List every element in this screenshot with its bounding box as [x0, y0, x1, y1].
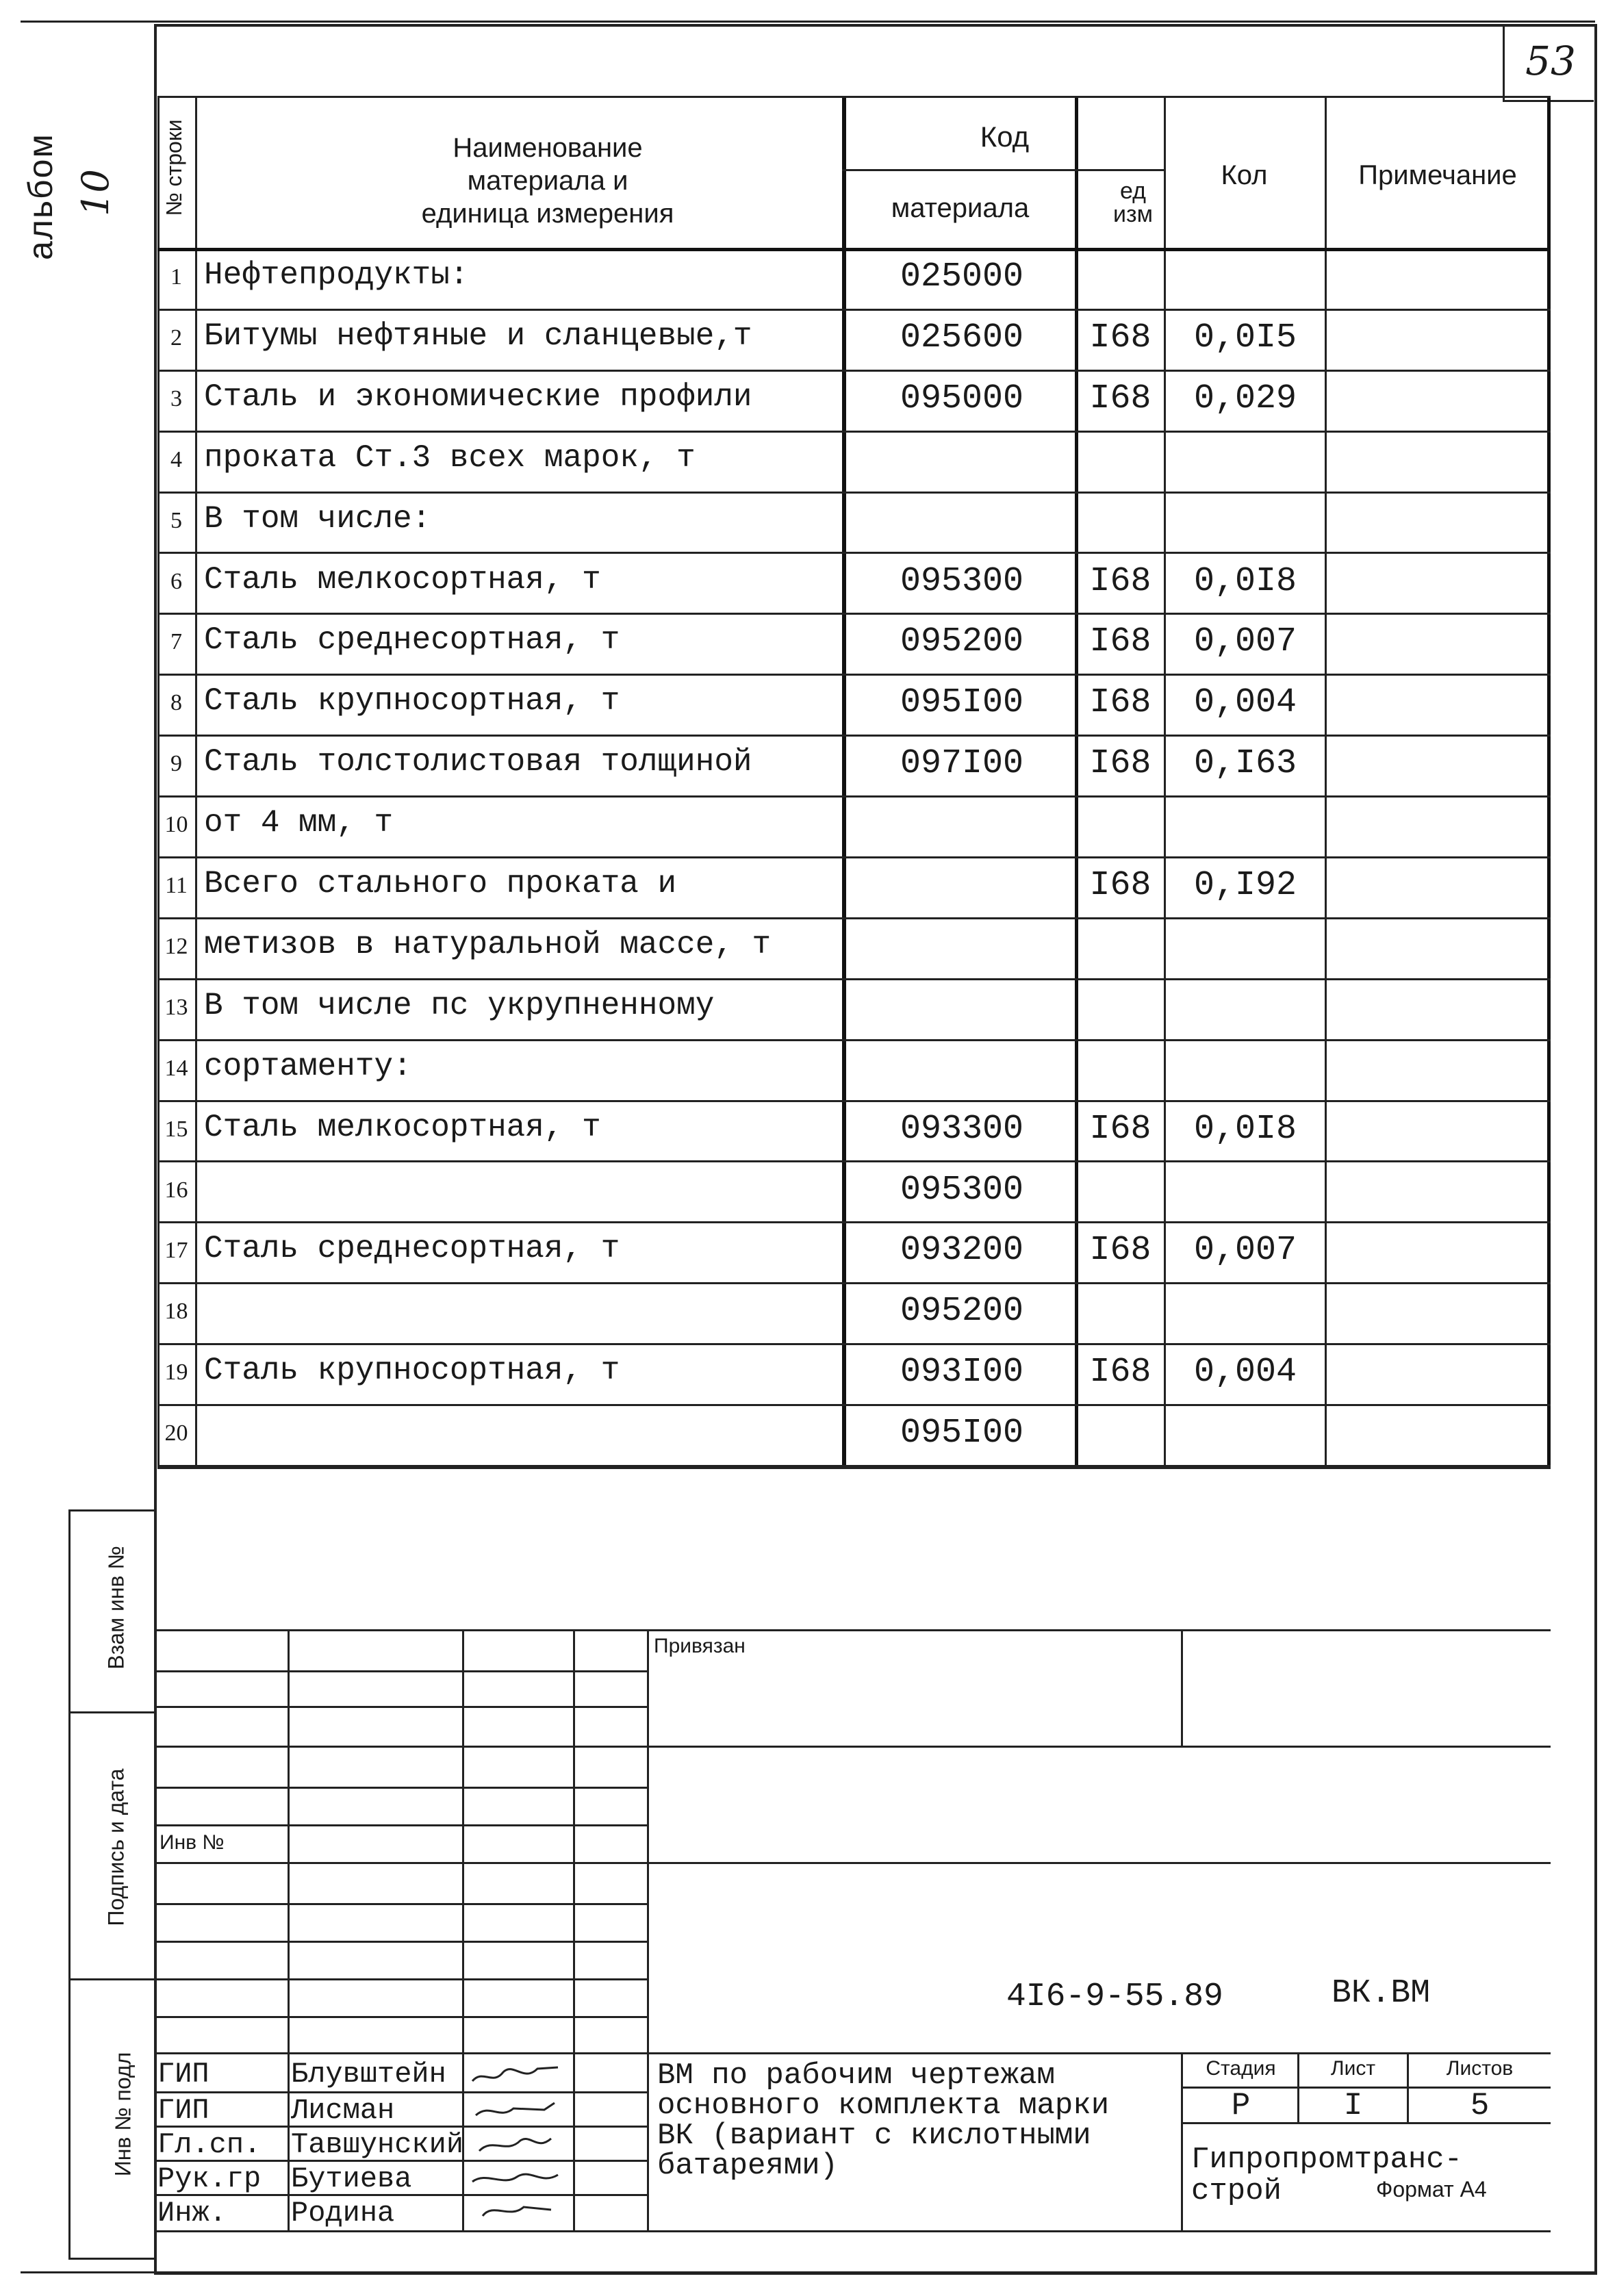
quantity: 0,0I8	[1193, 561, 1297, 601]
material-name: Сталь среднесортная, т	[204, 1231, 620, 1267]
table-row	[157, 735, 1551, 795]
row-number: 16	[164, 1177, 188, 1203]
material-name: Нефтепродукты:	[204, 257, 469, 293]
row-number: 9	[170, 751, 182, 777]
material-name: Сталь среднесортная, т	[204, 622, 620, 659]
unit-code: I68	[1089, 318, 1151, 357]
privyazan-label: Привязан	[654, 1635, 746, 1657]
unit-code: I68	[1089, 1109, 1151, 1149]
material-name: Сталь мелкосортная, т	[204, 561, 601, 598]
row-number: 4	[170, 446, 182, 472]
document-title	[657, 2058, 1110, 2183]
header-row-no	[161, 106, 195, 229]
table-row	[157, 917, 1551, 978]
header-code-material: материала	[891, 193, 1030, 223]
organization-line: Гипропромтранс-	[1191, 2143, 1463, 2177]
material-code: 097I00	[900, 744, 1024, 784]
table-row	[157, 492, 1551, 552]
unit-code: I68	[1089, 1231, 1151, 1271]
table-row	[157, 978, 1551, 1039]
material-name: В том числе пс укрупненному	[204, 987, 715, 1023]
quantity: 0,004	[1193, 1353, 1297, 1392]
table-row	[157, 1039, 1551, 1100]
material-name: Сталь крупносортная, т	[204, 1353, 620, 1389]
material-name: Битумы нефтяные и сланцевые,т	[204, 318, 752, 354]
material-code: 095200	[900, 622, 1024, 662]
sheet-label: Лист	[1330, 2057, 1376, 2080]
material-name: Сталь мелкосортная, т	[204, 1109, 601, 1145]
row-number: 12	[164, 933, 188, 959]
role-person: Родина	[291, 2197, 395, 2230]
role-title: ГИП	[157, 2058, 209, 2091]
stage-label: Стадия	[1206, 2057, 1276, 2080]
role-title: Инж.	[157, 2197, 227, 2230]
role-person: Лисман	[291, 2094, 395, 2127]
document-code: 4I6-9-55.89	[1006, 1978, 1223, 2015]
row-number: 13	[164, 994, 188, 1020]
quantity: 0,I63	[1193, 744, 1297, 784]
quantity: 0,0I5	[1193, 318, 1297, 357]
material-name: Всего стального проката и	[204, 866, 677, 902]
material-code: 095200	[900, 1292, 1024, 1331]
stage-value: Р	[1231, 2088, 1251, 2123]
row-number: 17	[164, 1238, 188, 1264]
table-row	[157, 1282, 1551, 1343]
bottom-border	[21, 2271, 1595, 2273]
header-name: Наименование материала и единица измерения	[421, 133, 674, 229]
album-number: 10	[73, 169, 117, 216]
role-title: Рук.гр	[157, 2163, 262, 2195]
table-row	[157, 370, 1551, 431]
title-block	[154, 1629, 1551, 2259]
organization-line: строй	[1191, 2174, 1282, 2208]
materials-table	[157, 96, 1551, 1465]
material-name: от 4 мм, т	[204, 805, 394, 841]
row-number: 5	[170, 507, 182, 533]
row-number: 7	[170, 629, 182, 655]
side-label-vzam: Взам инв №	[103, 1546, 129, 1670]
quantity: 0,029	[1193, 379, 1297, 418]
table-row	[157, 1161, 1551, 1222]
table-row	[157, 431, 1551, 492]
material-code: 095I00	[900, 683, 1024, 723]
unit-code: I68	[1089, 622, 1151, 662]
inv-no-label: Инв №	[160, 1831, 225, 1854]
material-name: метизов в натуральной массе, т	[204, 926, 772, 962]
table-row	[157, 248, 1551, 309]
header-qty: Кол	[1221, 160, 1268, 190]
row-number: 2	[170, 324, 182, 350]
page-number: 53	[1525, 38, 1576, 84]
document-mark: ВК.ВМ	[1332, 1975, 1431, 2012]
table-row	[157, 1100, 1551, 1161]
material-code: 093200	[900, 1231, 1024, 1271]
sheet-value: I	[1343, 2088, 1363, 2123]
unit-code: I68	[1089, 561, 1151, 601]
material-code: 093I00	[900, 1353, 1024, 1392]
material-code: 025000	[900, 257, 1024, 296]
material-name: Сталь крупносортная, т	[204, 683, 620, 719]
role-title: ГИП	[157, 2094, 209, 2127]
material-name: сортаменту:	[204, 1048, 412, 1084]
table-row	[157, 856, 1551, 917]
table-row	[157, 1404, 1551, 1465]
document-title-line: основного комплекта марки	[657, 2089, 1110, 2123]
row-number: 11	[165, 873, 188, 898]
format-label: Формат А4	[1376, 2177, 1487, 2202]
row-number: 14	[164, 1055, 188, 1081]
document-title-line: батареями)	[657, 2149, 839, 2183]
row-number: 19	[164, 1360, 188, 1386]
role-person: Бутиева	[291, 2163, 412, 2195]
table-row	[157, 795, 1551, 856]
row-number: 8	[170, 690, 182, 716]
document-title-line: ВМ по рабочим чертежам	[657, 2058, 1055, 2093]
table-row	[157, 613, 1551, 674]
role-person: Блувштейн	[291, 2058, 446, 2091]
album-label	[21, 110, 62, 260]
table-row	[157, 309, 1551, 370]
top-border	[21, 21, 1595, 23]
material-name: проката Ст.3 всех марок, т	[204, 439, 696, 476]
header-row-no-text: № строки	[162, 119, 186, 216]
material-code: 095300	[900, 561, 1024, 601]
row-number: 18	[164, 1299, 188, 1325]
quantity: 0,0I8	[1193, 1109, 1297, 1149]
header-code-unit: ед изм	[1113, 178, 1153, 227]
side-label-podpis: Подпись и дата	[103, 1768, 129, 1926]
material-code: 095I00	[900, 1414, 1024, 1453]
table-row	[157, 552, 1551, 613]
material-code: 093300	[900, 1109, 1024, 1149]
table-row	[157, 674, 1551, 735]
table-row	[157, 1221, 1551, 1282]
quantity: 0,004	[1193, 683, 1297, 723]
row-number: 20	[164, 1420, 188, 1446]
header-code: Код	[980, 120, 1030, 153]
sheets-value: 5	[1470, 2088, 1490, 2123]
row-number: 6	[170, 568, 182, 594]
row-number: 15	[164, 1116, 188, 1142]
material-code: 095000	[900, 379, 1024, 418]
row-number: 10	[164, 812, 188, 838]
material-name: В том числе:	[204, 500, 431, 537]
material-name: Сталь толстолистовая толщиной	[204, 744, 752, 780]
unit-code: I68	[1089, 866, 1151, 905]
row-number: 1	[170, 264, 182, 290]
row-number: 3	[170, 385, 182, 411]
table-row	[157, 1343, 1551, 1404]
sheets-label: Листов	[1446, 2057, 1514, 2080]
header-note: Примечание	[1358, 160, 1517, 190]
role-title: Гл.сп.	[157, 2128, 262, 2161]
album-label-text: альбом	[21, 133, 60, 260]
quantity: 0,007	[1193, 622, 1297, 662]
quantity: 0,007	[1193, 1231, 1297, 1271]
side-label-inv-podl: Инв № подл	[110, 2052, 136, 2177]
unit-code: I68	[1089, 379, 1151, 418]
material-code: 025600	[900, 318, 1024, 357]
signature-marks	[462, 2055, 575, 2230]
role-person: Тавшунский	[291, 2128, 464, 2161]
material-name: Сталь и экономические профили	[204, 379, 752, 415]
unit-code: I68	[1089, 683, 1151, 723]
unit-code: I68	[1089, 744, 1151, 784]
material-code: 095300	[900, 1170, 1024, 1210]
unit-code: I68	[1089, 1353, 1151, 1392]
quantity: 0,I92	[1193, 866, 1297, 905]
document-title-line: ВК (вариант с кислотными	[657, 2119, 1091, 2153]
